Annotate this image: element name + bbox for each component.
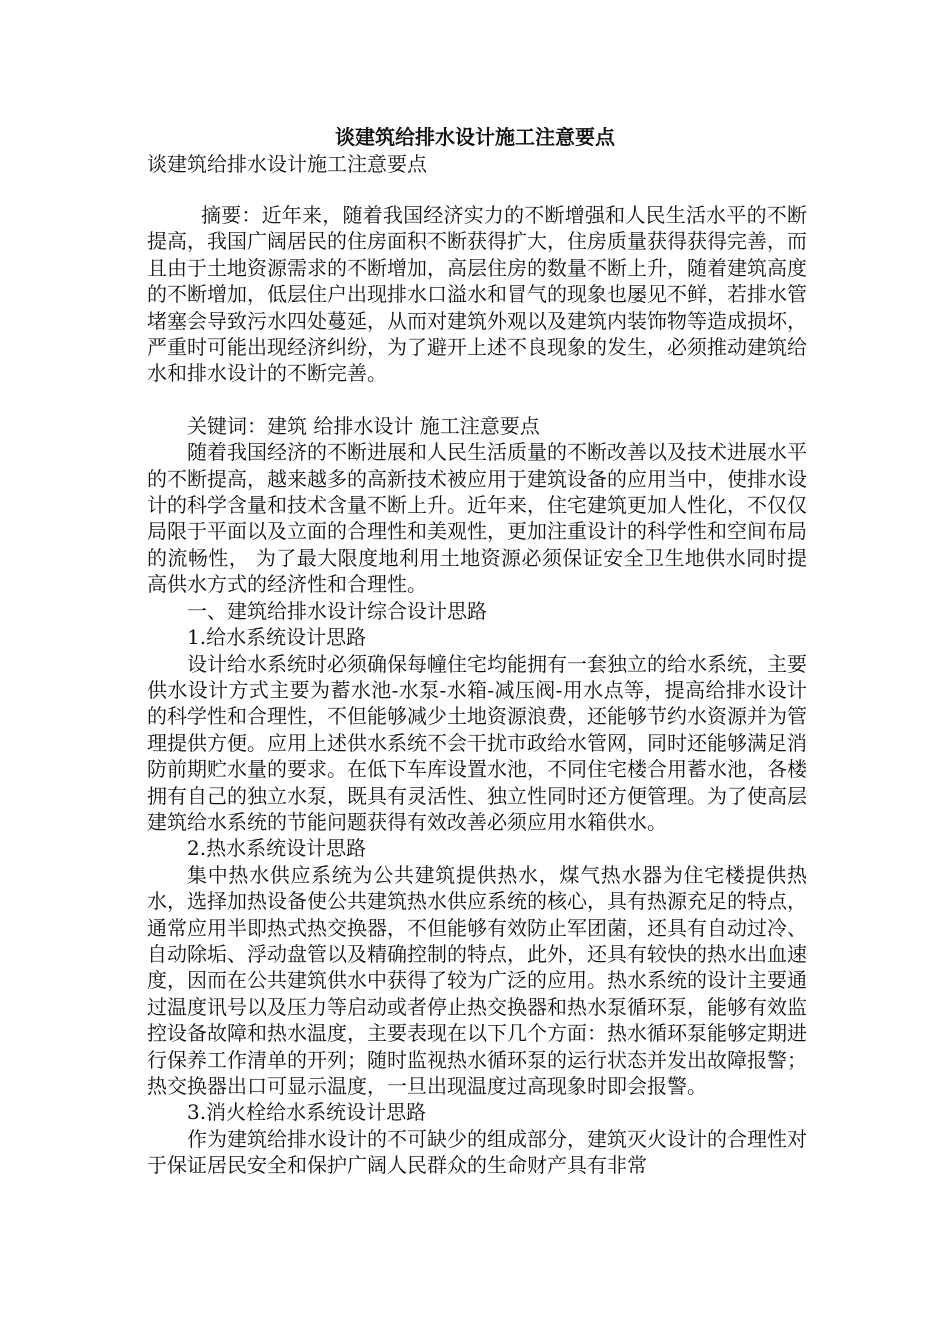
document-body: [147, 202, 807, 1179]
subsection-paragraph-2: 集中热水供应系统为公共建筑提供热水，煤气热水器为住宅楼提供热水，选择加热设备使公共建筑热水供应系统的核心，具有热源充足的特点，通常应用半即热式热交换器，不但能够有效防止军团菌，还具有自动过冷、自动除垢、浮动盘管以及精确控制的特点，此外，还具有较快的热水出血速度，因而在公共建筑供水中获得了较为广泛的应用。热水系统的设计主要通过温度讯号以及压力等启动或者停止热交换器和热水泵循环泵，能够有效监控设备故障和热水温度，主要表现在以下几个方面：热水循环泵能够定期进行保养工作清单的开列；随时监视热水循环泵的运行状态并发出故障报警；热交换器出口可显示温度，一旦出现温度过高现象时即会报警。: [147, 862, 807, 1098]
subsection-heading-2: 2.热水系统设计思路: [187, 836, 367, 861]
subsection-heading-1: 1.给水系统设计思路: [187, 625, 367, 650]
abstract-paragraph: 摘要：近年来，随着我国经济实力的不断增强和人民生活水平的不断提高，我国广阔居民的住房面积不断获得扩大，住房质量获得获得完善，而且由于土地资源需求的不断增加，高层住房的数量不断上升，随着建筑高度的不断增加，低层住户出现排水口溢水和冒气的现象也屡见不鲜，若排水管堵塞会导致污水四处蔓延，从而对建筑外观以及建筑内装饰物等造成损坏，严重时可能出现经济纠纷，为了避开上述不良现象的发生，必须推动建筑给水和排水设计的不断完善。: [147, 203, 807, 386]
paragraph-gap: [147, 387, 807, 413]
subsection-paragraph-1: 设计给水系统时必须确保每幢住宅均能拥有一套独立的给水系统，主要供水设计方式主要为蓄水池-水泵-水箱-减压阀-用水点等，提高给排水设计的科学性和合理性，不但能够减少土地资源浪费，还能够节约水资源并为管理提供方便。应用上述供水系统不会干扰市政给水管网，同时还能够满足消防前期贮水量的要求。在低下车库设置水池，不同住宅楼合用蓄水池，各楼拥有自己的独立水泵，既具有灵活性、独立性同时还方便管理。为了使高层建筑给水系统的节能问题获得有效改善必须应用水箱供水。: [147, 651, 807, 834]
intro-paragraph: 随着我国经济的不断进展和人民生活质量的不断改善以及技术进展水平的不断提高，越来越多的高新技术被应用于建筑设备的应用当中，使排水设计的科学含量和技术含量不断上升。近年来，住宅建筑更加人性化，不仅仅局限于平面以及立面的合理性和美观性，更加注重设计的科学性和空间布局的流畅性， 为了最大限度地利用土地资源必须保证安全卫生地供水同时提高供水方式的经济性和合理性。: [147, 440, 807, 597]
keywords-line: 关键词：建筑 给排水设计 施工注意要点: [187, 413, 540, 438]
document-subtitle: 谈建筑给排水设计施工注意要点: [147, 152, 427, 176]
subsection-paragraph-3: 作为建筑给排水设计的不可缺少的组成部分，建筑灭火设计的合理性对于保证居民安全和保护广阔人民群众的生命财产具有非常: [147, 1126, 807, 1178]
document-title: 谈建筑给排水设计施工注意要点: [335, 125, 615, 149]
section-heading-1: 一、建筑给排水设计综合设计思路: [187, 598, 487, 623]
subsection-heading-3: 3.消火栓给水系统设计思路: [187, 1100, 427, 1125]
